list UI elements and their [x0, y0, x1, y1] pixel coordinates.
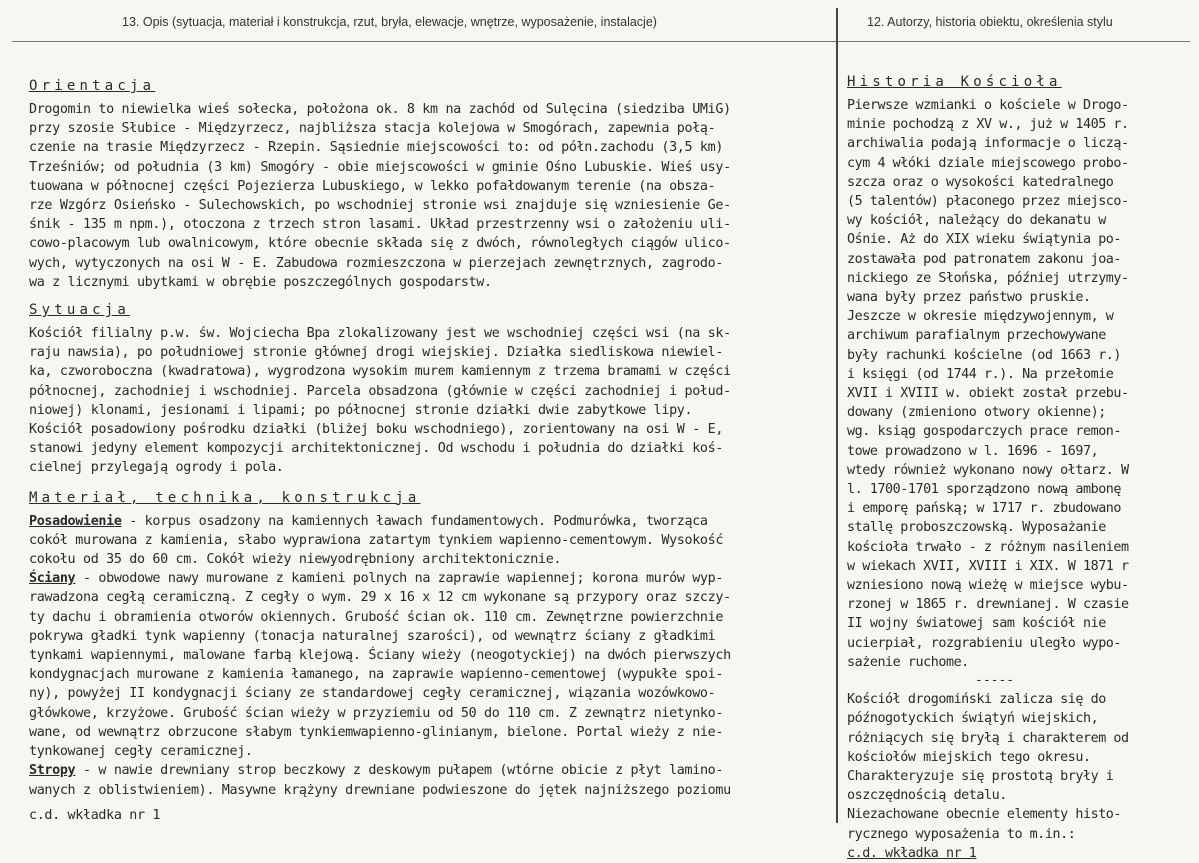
- paragraph-historia: [847, 96, 1165, 672]
- text-line: wanych z oblistwieniem). Masywne krążyny drewniane podwieszone do jętek najniższego poziomu: [29, 782, 731, 798]
- text-line: ty dachu i obramienia otworów okiennych. Grubość ścian ok. 110 cm. Zewnętrzne powierzchnie: [29, 609, 724, 625]
- text-line: śnik - 135 m npm.), otoczona z trzech stron lasami. Układ przestrzenny wsi o założeniu uli-: [29, 217, 731, 233]
- text-line: Trześniów; od południa (3 km) Smogóry - obie miejscowości w gminie Ośno Lubuskie. Wieś usy-: [29, 159, 731, 175]
- stropy-lines: [29, 781, 819, 800]
- text-line: ucierpiał, rozgrabieniu uległo wypo-: [847, 635, 1122, 651]
- text-line: główkowe, krzyżowe. Grubość ścian wieży w przyziemiu od 50 do 110 cm. Z zewnątrz nietynko-: [29, 705, 724, 721]
- subheading-sciany: Ściany: [29, 571, 76, 587]
- description-column: [29, 76, 819, 825]
- text-line: wa z licznymi ubytkami w obrębie poszczególnych gospodarstw.: [29, 274, 492, 290]
- text-line: rycznego wyposażenia to m.in.:: [847, 826, 1076, 842]
- text-line: w wiekach XVII, XVIII i XIX. W 1871 r: [847, 558, 1129, 574]
- text-line: cokół murowana z kamienia, słabo wyprawiona zatartym tynkiem wapienno-cementowym. Wysokość: [29, 532, 724, 548]
- text-line: stanowi jedyny element kompozycji architektonicznej. Od wschodu i południa do działki koś-: [29, 441, 724, 457]
- text-line: Charakteryzuje się prostotą bryły i: [847, 768, 1114, 784]
- text-line: rze Wzgórz Osieńsko - Sulechowskich, po wschodniej stronie wsi znajduje się wzniesienie Ge-: [29, 198, 731, 214]
- text-line: wtedy również wykonano nowy ołtarz. W: [847, 462, 1129, 478]
- stropy-first-line: [29, 761, 819, 780]
- heading-historia: Historia Kościoła: [847, 74, 1062, 90]
- text-line: cokołu od 35 do 60 cm. Cokół wieży niewyodrębniony architektonicznie.: [29, 552, 562, 568]
- text-line: pokrywa gładki tynk wapienny (tonacja naturalnej szarości), od wewnątrz ściany z gładkimi: [29, 628, 716, 644]
- text-line: szcza oraz o wysokości katedralnego: [847, 174, 1114, 190]
- text-line: l. 1700-1701 sporządzono nową ambonę: [847, 482, 1122, 498]
- text-line: archiwalia podają informacje o liczą-: [847, 136, 1129, 152]
- text-line: minie pochodzą z XV w., już w 1405 r.: [847, 117, 1129, 133]
- section-13-header: 13. Opis (sytuacja, materiał i konstrukcja, rzut, bryła, elewacje, wnętrze, wyposażenie, instalacje): [122, 15, 657, 29]
- text-line: Kościół posadowiony pośrodku działki (bliżej boku wschodniego), zorientowany na osi W - E,: [29, 422, 724, 438]
- text-line: nickiego ze Słońska, później utrzymy-: [847, 270, 1129, 286]
- text-line: (5 talentów) płaconego przez miejsco-: [847, 194, 1129, 210]
- text-line: rawadzona cegłą ceramiczną. Z cegły o wym. 29 x 16 x 12 cm wykonane są przypory oraz szczy-: [29, 590, 731, 606]
- text-line: Kościół drogomiński zalicza się do: [847, 692, 1106, 708]
- text-line: Kościół filialny p.w. św. Wojciecha Bpa zlokalizowany jest we wschodniej części wsi (na sk-: [29, 326, 731, 342]
- text-line: XVII i XVIII w. obiekt został przebu-: [847, 386, 1129, 402]
- posadowienie-first-line: [29, 512, 819, 531]
- stropy-text: - w nawie drewniany strop beczkowy z deskowym pułapem (wtórne obicie z płyt lamino-: [75, 763, 724, 779]
- text-line: tynkami wapiennymi, malowane farbą klejową. Ściany wieży (neogotyckiej) na dwóch pierwszych: [29, 648, 731, 664]
- text-line: tynkowanej cegły ceramicznej.: [29, 744, 253, 760]
- text-line: wane, od wewnątrz obrzucone słabym tynkiemwapienno-glinianym, bielone. Portal wieży z nie-: [29, 724, 724, 740]
- posadowienie-text: - korpus osadzony na kamiennych ławach fundamentowych. Podmurówka, tworząca: [121, 513, 708, 529]
- text-line: archiwum parafialnym przechowywane: [847, 328, 1106, 344]
- sciany-lines: [29, 588, 819, 761]
- text-line: sażenie ruchome.: [847, 654, 969, 670]
- paragraph-posadowienie: [29, 512, 819, 570]
- continuation-note-left: c.d. wkładka nr 1: [29, 807, 161, 823]
- text-line: Niezachowane obecnie elementy histo-: [847, 807, 1122, 823]
- text-line: II wojny światowej sam kościół nie: [847, 616, 1106, 632]
- text-line: oszczędnością detalu.: [847, 788, 1007, 804]
- text-line: i księgi (od 1744 r.). Na przełomie: [847, 366, 1114, 382]
- sciany-text: - obwodowe nawy murowane z kamieni polnych na zaprawie wapiennej; korona murów wyp-: [75, 571, 724, 587]
- text-line: różniących się bryłą i charakterem od: [847, 730, 1129, 746]
- paragraph-stropy: [29, 761, 819, 799]
- text-line: ny), powyżej II kondygnacji ściany ze standardowej cegły ceramicznej, wiązania wozówkowo-: [29, 686, 716, 702]
- posadowienie-lines: [29, 531, 819, 569]
- heading-material: Materiał, technika, konstrukcja: [29, 489, 421, 506]
- heading-orientacja: Orientacja: [29, 78, 156, 94]
- history-column: [847, 72, 1165, 863]
- text-line: północnej, zachodniej i wschodniej. Parcela obsadzona (głównie w części zachodniej i połud-: [29, 383, 731, 399]
- text-line: były rachunki kościelne (od 1663 r.): [847, 347, 1122, 363]
- text-line: przy szosie Słubice - Międzyrzecz, najbliższa stacja kolejowa w Smogórach, zapewnia połą-: [29, 121, 716, 137]
- text-line: wg. ksiąg gospodarczych prace remon-: [847, 424, 1122, 440]
- text-line: zostawała pod patronatem zakonu joa-: [847, 251, 1122, 267]
- text-line: późnogotyckich świątyń wiejskich,: [847, 711, 1099, 727]
- text-line: cym 4 włóki dziale miejscowego probo-: [847, 155, 1129, 171]
- text-line: czenie na trasie Międzyrzecz - Rzepin. Sąsiednie miejscowości to: od półn.zachodu (3,5 km): [29, 140, 724, 156]
- text-line: niowej) klonami, jesionami i lipami; po północnej stronie działki dwie zabytkowe lipy.: [29, 402, 693, 418]
- section-12-header: 12. Autorzy, historia obiektu, określenia stylu: [867, 15, 1113, 29]
- text-line: kondygnacjach murowane z kamienia łamanego, na zaprawie wapienno-cementowej (wypukłe spoi-: [29, 667, 724, 683]
- text-line: tuowana w północnej części Pojezierza Lubuskiego, w lekko pofałdowanym terenie (na obsza-: [29, 178, 716, 194]
- sciany-first-line: [29, 569, 819, 588]
- text-line: Pierwsze wzmianki o kościele w Drogo-: [847, 98, 1129, 113]
- text-line: stallę proboszczowską. Wyposażanie: [847, 520, 1106, 536]
- text-line: wy kościół, należący do dekanatu w: [847, 213, 1106, 229]
- text-line: raju nawsia), po południowej stronie głównej drogi wiejskiej. Działka siedliskowa niewiel-: [29, 345, 724, 361]
- text-line: cielnej przylegają ogrody i pola.: [29, 460, 284, 476]
- subheading-stropy: Stropy: [29, 763, 76, 779]
- text-line: kościołów miejskich tego okresu.: [847, 749, 1091, 765]
- text-line: wych, wytyczonych na osi W - E. Zabudowa rozmieszczona w pierzejach zewnętrznych, zagrodo-: [29, 255, 724, 271]
- text-line: ka, czworoboczna (kwadratowa), wygrodzona wysokim murem kamiennym z trzema bramami w części: [29, 364, 731, 380]
- continuation-note-right: c.d. wkładka nr 1: [847, 845, 977, 861]
- paragraph-orientacja: [29, 100, 819, 292]
- text-line: wana były przez państwo pruskie.: [847, 290, 1091, 306]
- header-divider: [12, 41, 1190, 42]
- text-line: cowo-placowym lub owalnicowym, które obecnie składa się z dwóch, równoległych ciągów ulico-: [29, 236, 731, 252]
- text-line: Ośnie. Aż do XIX wieku świątynia po-: [847, 232, 1122, 248]
- heading-sytuacja: Sytuacja: [29, 302, 131, 319]
- text-line: i emporę pańską; w 1717 r. zbudowano: [847, 501, 1122, 517]
- text-line: dowany (zmieniono otwory okienne);: [847, 405, 1106, 421]
- column-divider: [836, 8, 838, 823]
- text-line: kościoła trwało - z różnym nasileniem: [847, 539, 1129, 555]
- text-line: rzonej w 1865 r. drewnianej. W czasie: [847, 597, 1129, 613]
- text-line: Drogomin to niewielka wieś sołecka, położona ok. 8 km na zachód od Sulęcina (siedziba UMiG): [29, 102, 731, 117]
- text-line: towe prowadzono w l. 1696 - 1697,: [847, 443, 1099, 459]
- paragraph-sciany: [29, 569, 819, 761]
- paragraph-styl: [847, 690, 1165, 844]
- paragraph-sytuacja: [29, 324, 819, 478]
- text-line: wzniesiono nową wieżę w miejsce wybu-: [847, 578, 1129, 594]
- section-separator: -----: [975, 673, 1015, 689]
- subheading-posadowienie: Posadowienie: [29, 513, 122, 529]
- text-line: Jeszcze w okresie międzywojennym, w: [847, 309, 1114, 325]
